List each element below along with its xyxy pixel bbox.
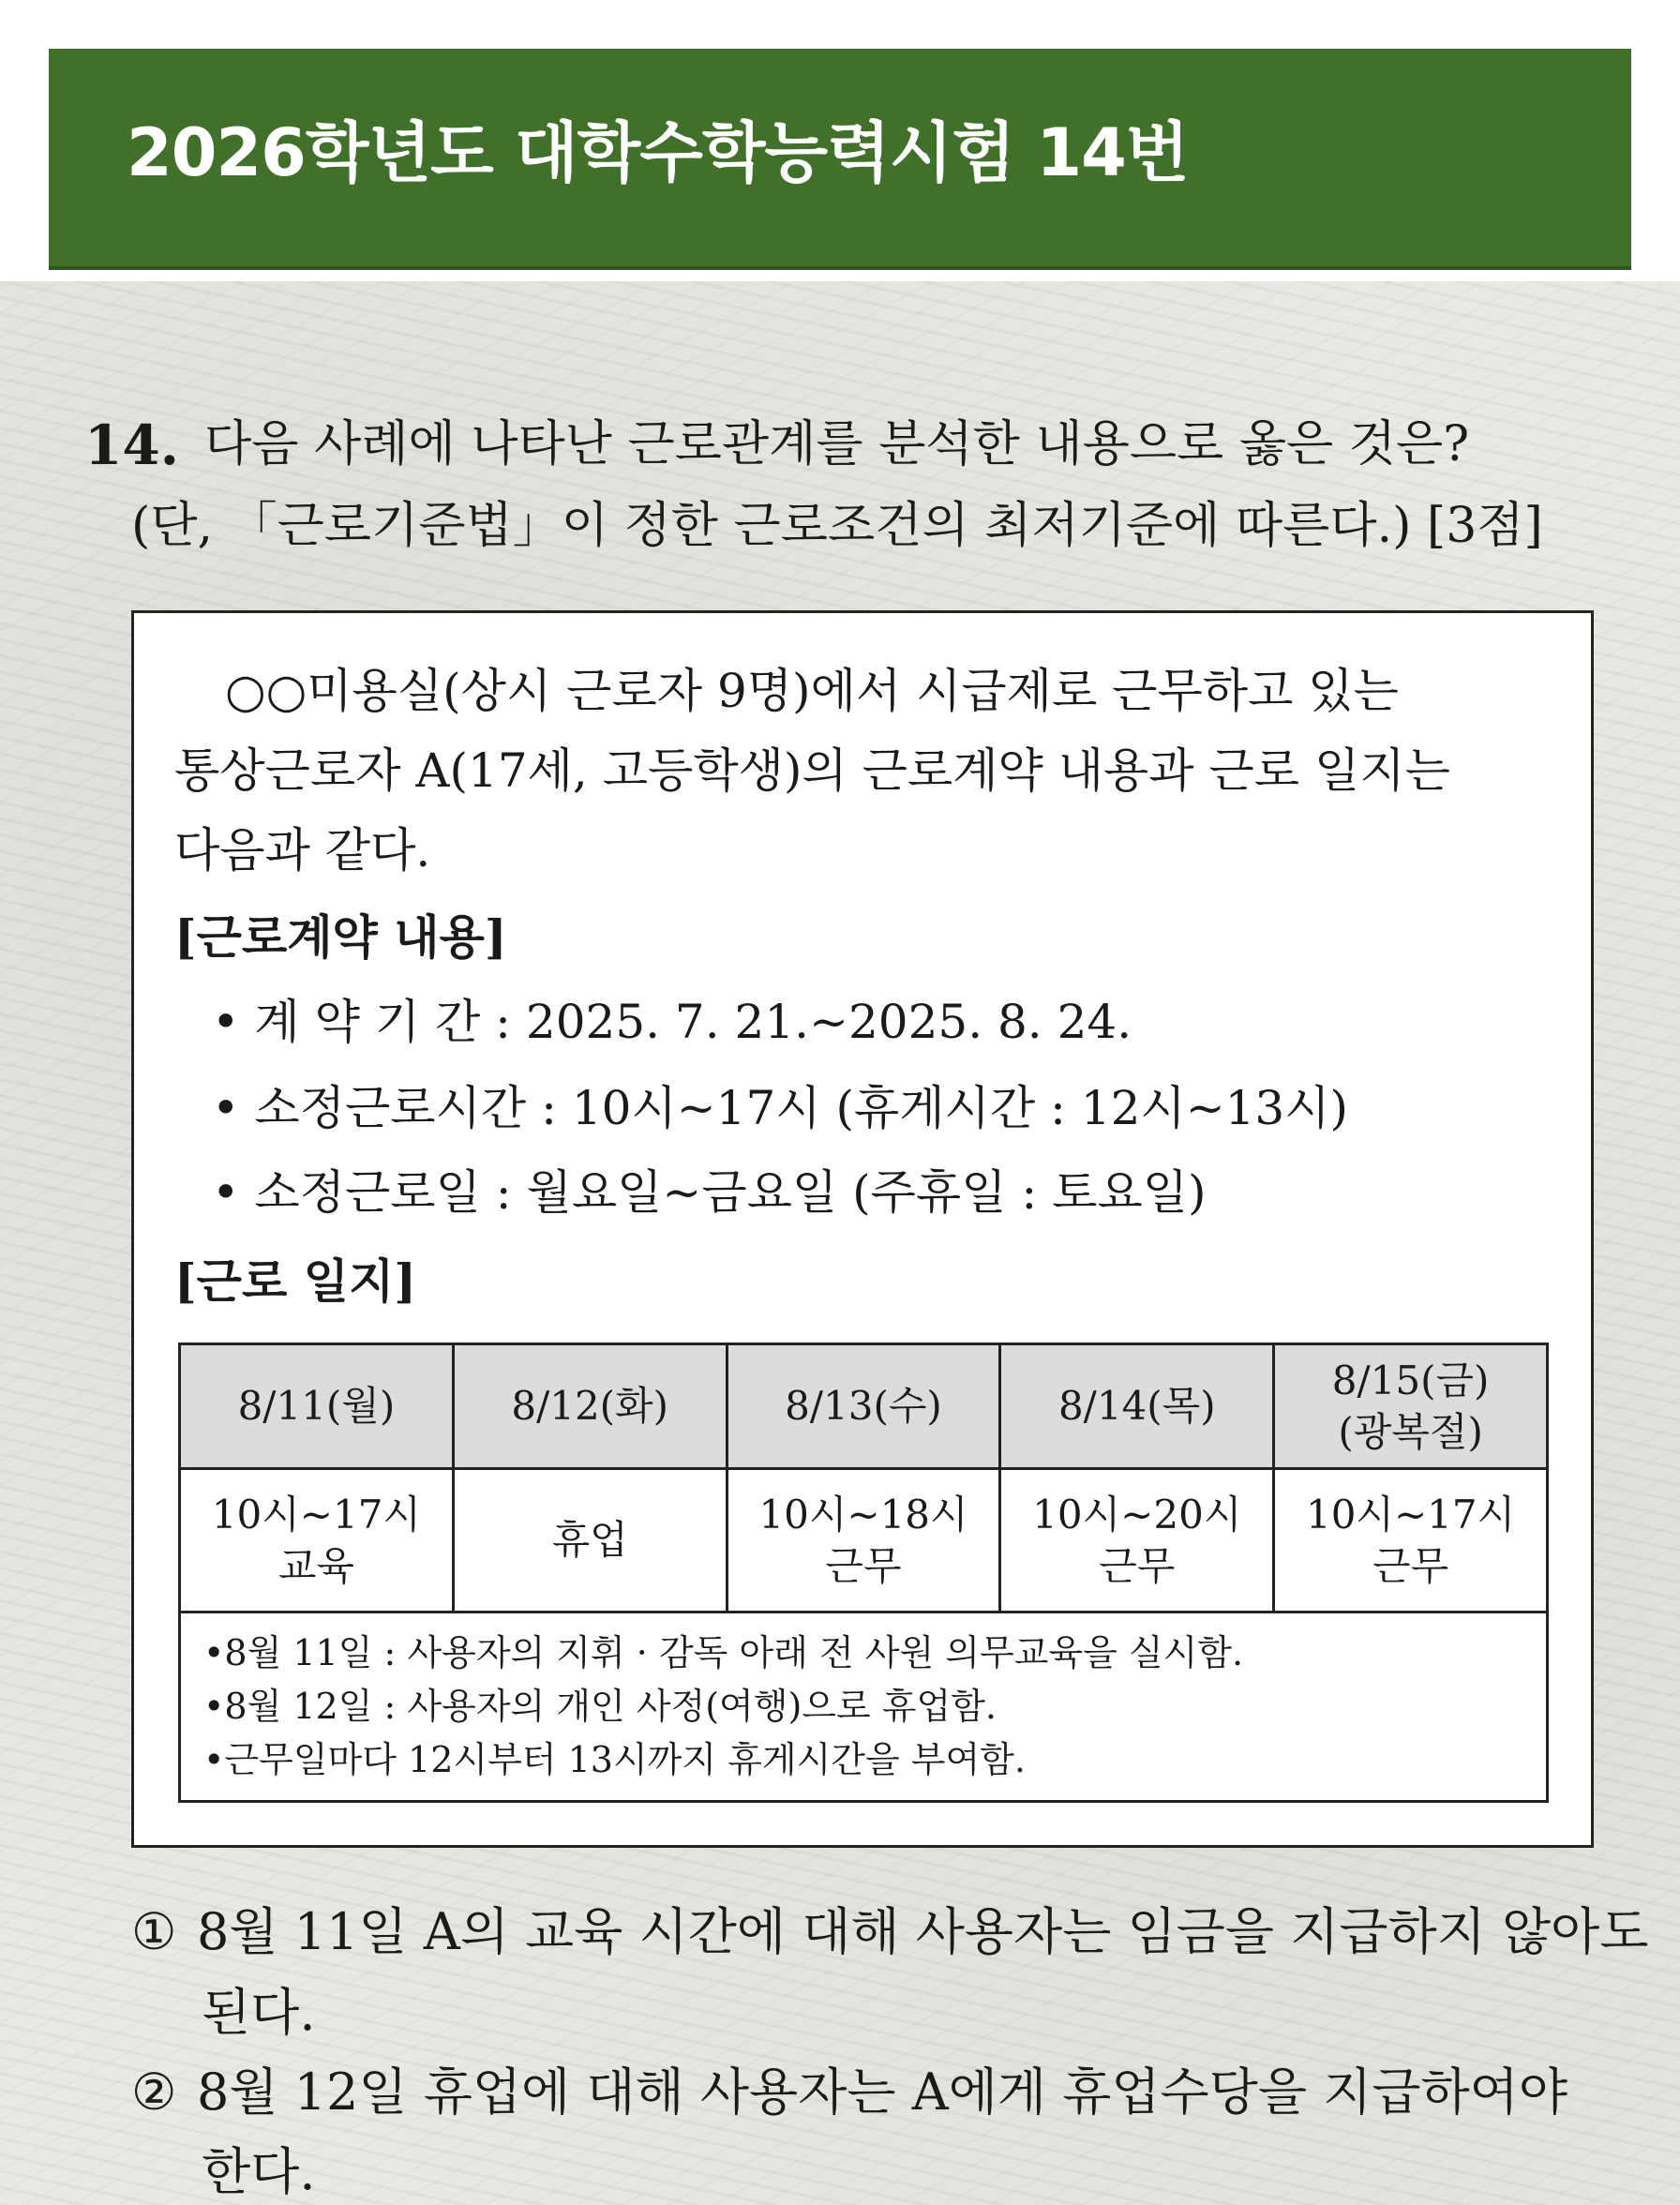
log-notes [180, 1612, 1548, 1802]
header-date: 8/14(목) [1058, 1383, 1216, 1430]
scenario-intro-line-3: 다음과 같다. [174, 823, 431, 878]
contract-work-days: • 소정근로일 : 월요일~금요일 (주휴일 : 토요일) [212, 1165, 1207, 1220]
table-header-row [180, 1344, 1548, 1469]
choice-2-text: 8월 12일 휴업에 대해 사용자는 A에게 휴업수당을 지급하여야 [197, 2062, 1568, 2122]
header-date: 8/11(월) [237, 1383, 396, 1430]
contract-period: • 계 약 기 간 : 2025. 7. 21.~2025. 8. 24. [212, 995, 1132, 1049]
log-activity: 휴업 [551, 1517, 628, 1564]
choice-2[interactable] [131, 2062, 1568, 2122]
log-cell-8-13 [727, 1469, 1000, 1612]
log-activity: 교육 [278, 1543, 354, 1589]
choice-1[interactable] [131, 1902, 1649, 1961]
log-activity: 근무 [1099, 1543, 1176, 1589]
question-number: 14. [84, 413, 179, 477]
log-cell-8-12 [453, 1469, 727, 1612]
choice-2-mark: ② [131, 2062, 177, 2122]
choice-1-continuation: 된다. [202, 1983, 316, 2042]
log-time: 10시~18시 [758, 1491, 968, 1538]
table-row [180, 1469, 1548, 1612]
log-cell-8-11 [180, 1469, 454, 1612]
log-time: 10시~17시 [1305, 1491, 1516, 1538]
header-cell-8-12 [453, 1344, 727, 1469]
note-line: •8월 11일 : 사용자의 지휘 · 감독 아래 전 사원 의무교육을 실시함. [203, 1632, 1244, 1673]
exam-title: 2026학년도 대학수학능력시험 14번 [127, 114, 1189, 191]
work-log-table [178, 1342, 1549, 1803]
contract-heading: [근로계약 내용] [174, 909, 507, 965]
log-activity: 근무 [1372, 1543, 1449, 1589]
header-date: 8/13(수) [785, 1383, 942, 1430]
scenario-intro-line-2: 통상근로자 A(17세, 고등학생)의 근로계약 내용과 근로 일지는 [174, 743, 1450, 798]
header-cell-8-14 [1000, 1344, 1274, 1469]
header-date: 8/12(화) [511, 1383, 669, 1430]
table-notes-row [180, 1612, 1548, 1802]
log-time: 10시~17시 [211, 1491, 422, 1538]
scenario-intro-line-1: ○○미용실(상시 근로자 9명)에서 시급제로 근무하고 있는 [225, 664, 1399, 718]
header-holiday-note: (광복절) [1338, 1409, 1483, 1455]
log-activity: 근무 [825, 1543, 902, 1589]
header-cell-8-15 [1274, 1344, 1548, 1469]
header-cell-8-11 [180, 1344, 454, 1469]
header-date: 8/15(금) [1331, 1357, 1490, 1403]
choice-1-text: 8월 11일 A의 교육 시간에 대해 사용자는 임금을 지급하지 않아도 [197, 1902, 1649, 1961]
contract-work-hours: • 소정근로시간 : 10시~17시 (휴게시간 : 12시~13시) [212, 1081, 1349, 1135]
log-cell-8-15 [1274, 1469, 1548, 1612]
log-time: 10시~20시 [1032, 1491, 1242, 1538]
log-cell-8-14 [1000, 1469, 1274, 1612]
choice-1-mark: ① [131, 1902, 177, 1961]
header-cell-8-13 [727, 1344, 1000, 1469]
question-stem-line-1: 다음 사례에 나타난 근로관계를 분석한 내용으로 옳은 것은? [204, 416, 1470, 472]
note-line: •근무일마다 12시부터 13시까지 휴게시간을 부여함. [203, 1739, 1026, 1780]
note-line: •8월 12일 : 사용자의 개인 사정(여행)으로 휴업함. [203, 1686, 997, 1727]
question-stem-line-2: (단, 「근로기준법」이 정한 근로조건의 최저기준에 따른다.) [3점] [131, 498, 1543, 554]
log-heading: [근로 일지] [174, 1253, 416, 1309]
choice-2-continuation: 한다. [202, 2142, 316, 2201]
